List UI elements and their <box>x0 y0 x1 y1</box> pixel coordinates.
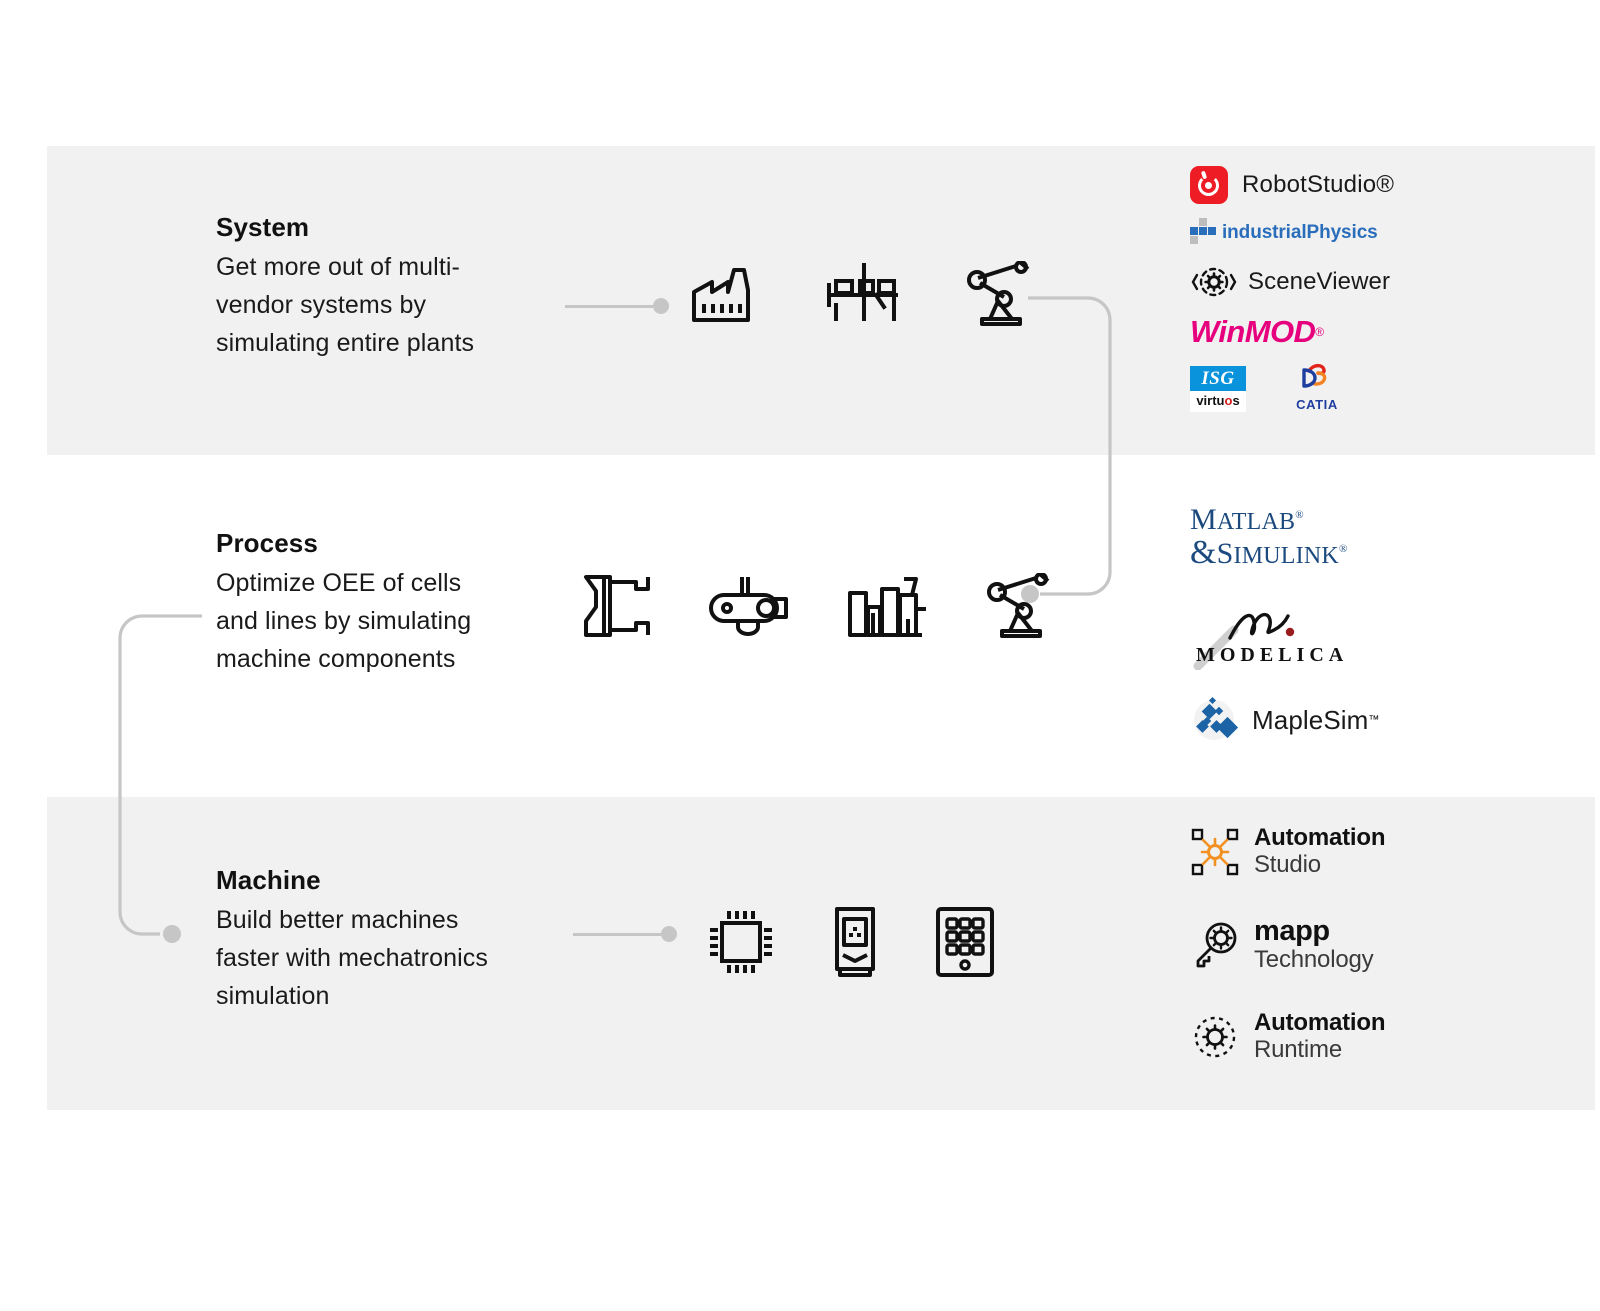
maplesim-label: MapleSim <box>1252 704 1369 735</box>
automation-studio-line1: Automation <box>1254 824 1386 851</box>
icon-strip-system <box>690 261 1034 327</box>
connector-stub-system <box>565 298 669 314</box>
simulink-initial: S <box>1216 537 1234 570</box>
logo-modelica <box>1190 608 1379 670</box>
connector-stub-machine <box>573 926 677 942</box>
virtuos-label <box>1196 393 1239 408</box>
icon-strip-process <box>580 573 1054 639</box>
logo-column-system <box>1190 166 1394 412</box>
catia-label: CATIA <box>1296 397 1338 412</box>
text-block-process <box>216 528 616 678</box>
matlab-initial: M <box>1190 503 1217 536</box>
automation-runtime-labels <box>1254 1010 1385 1064</box>
description-machine <box>216 901 616 1015</box>
connector-line <box>573 933 661 936</box>
sceneviewer-label: SceneViewer <box>1248 268 1391 295</box>
description-line: simulation <box>216 982 330 1010</box>
ampersand: & <box>1190 534 1217 571</box>
sceneviewer-icon <box>1190 264 1238 300</box>
icon-strip-machine <box>705 905 997 979</box>
automation-runtime-line1: Automation <box>1254 1009 1386 1037</box>
description-line: simulating entire plants <box>216 329 475 357</box>
heading-machine: Machine <box>216 865 321 895</box>
description-line: Build better machines <box>216 906 459 934</box>
winmod-label: WinMOD <box>1190 314 1316 349</box>
heading-process: Process <box>216 528 318 558</box>
mapp-line1: mapp <box>1254 914 1330 947</box>
gripper-icon <box>580 573 656 639</box>
modelica-label: MODELICA <box>1196 644 1349 666</box>
heading-system: System <box>216 212 310 242</box>
logo-isg-virtuos <box>1190 366 1246 412</box>
industrialphysics-label: industrialPhysics <box>1222 222 1378 243</box>
maplesim-icon <box>1190 696 1242 744</box>
logo-winmod <box>1190 314 1394 350</box>
virtuos-part: virtu <box>1196 393 1225 408</box>
logo-column-process <box>1190 505 1379 744</box>
connector-dot <box>661 926 677 942</box>
logo-sceneviewer <box>1190 264 1394 300</box>
logo-robotstudio <box>1190 166 1394 204</box>
description-system <box>216 248 616 362</box>
logo-maplesim <box>1190 696 1379 744</box>
belt-drive-icon <box>708 575 794 637</box>
isg-badge <box>1190 366 1246 391</box>
logo-mapp-technology <box>1190 915 1385 974</box>
nodes-gear-icon <box>1190 827 1240 877</box>
mapp-technology-labels <box>1254 915 1373 974</box>
description-line: and lines by simulating <box>216 607 472 635</box>
virtuos-accent: o <box>1224 393 1233 408</box>
description-line: Optimize OEE of cells <box>216 569 462 597</box>
drive-controller-icon <box>827 905 883 979</box>
3ds-swoosh-icon <box>1293 362 1341 392</box>
description-line: vendor systems by <box>216 291 427 319</box>
gear-circle-icon <box>1190 1012 1240 1062</box>
row-machine <box>0 797 1600 1110</box>
simulink-rest: IMULINK <box>1233 543 1339 569</box>
matlab-line <box>1190 505 1379 535</box>
logo-matlab-simulink <box>1190 505 1379 570</box>
connector-line <box>565 305 653 308</box>
automation-studio-line2: Studio <box>1254 850 1321 878</box>
factory-icon <box>690 264 764 324</box>
logo-column-machine <box>1190 825 1385 1100</box>
maplesim-trademark: ™ <box>1368 714 1380 726</box>
matlab-registered-mark: ® <box>1295 509 1304 521</box>
production-line-icon <box>826 263 902 325</box>
robot-arm-icon <box>964 261 1034 327</box>
logo-automation-runtime <box>1190 1010 1385 1064</box>
description-line: faster with mechatronics <box>216 944 488 972</box>
simulink-line <box>1190 536 1379 570</box>
machine-assembly-icon <box>846 573 932 639</box>
description-line: machine components <box>216 645 456 673</box>
virtuos-part: s <box>1232 393 1240 408</box>
robot-arm-icon <box>984 573 1054 639</box>
hmi-panel-icon <box>933 905 997 979</box>
virtuos-badge <box>1190 391 1246 412</box>
logo-automation-studio <box>1190 825 1385 879</box>
description-line: Get more out of multi- <box>216 253 460 281</box>
logo-industrialphysics <box>1190 218 1394 248</box>
automation-runtime-line2: Runtime <box>1254 1035 1342 1063</box>
robotstudio-icon <box>1190 166 1228 204</box>
text-block-system <box>216 212 616 362</box>
key-gear-icon <box>1190 919 1240 969</box>
cpu-chip-icon <box>705 906 777 978</box>
isg-label: ISG <box>1201 368 1235 389</box>
row-system <box>0 146 1600 455</box>
description-process <box>216 564 616 678</box>
matlab-rest: ATLAB <box>1216 509 1296 535</box>
robotstudio-label: RobotStudio® <box>1242 171 1395 198</box>
row-process <box>0 455 1600 797</box>
mapp-line2: Technology <box>1254 946 1374 974</box>
logo-catia <box>1286 362 1348 412</box>
industrialphysics-icon <box>1190 218 1216 248</box>
simulink-registered-mark: ® <box>1338 543 1348 555</box>
winmod-registered-mark: ® <box>1315 325 1325 339</box>
automation-studio-labels <box>1254 825 1385 879</box>
text-block-machine <box>216 865 616 1015</box>
connector-dot <box>653 298 669 314</box>
small-logo-group <box>1190 362 1394 412</box>
